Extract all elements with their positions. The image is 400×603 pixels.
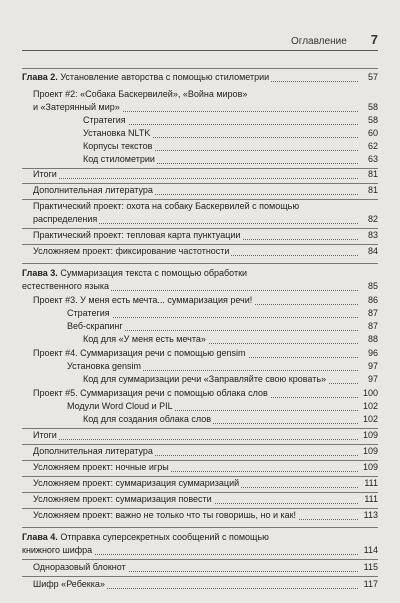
toc-entry-text: Модули Word Cloud и PIL [67, 401, 173, 411]
toc-page: 87 [360, 322, 378, 331]
toc-further-reading-3[interactable] [33, 447, 378, 459]
toc-page: 84 [360, 247, 378, 256]
toc-page: 81 [360, 186, 378, 195]
toc-practice-heatmap[interactable] [33, 231, 378, 243]
toc-project-4[interactable] [33, 349, 378, 361]
section-separator [22, 428, 378, 429]
toc-project-3[interactable] [33, 296, 378, 308]
toc-page: 60 [360, 129, 378, 138]
toc-entry-text: Практический проект: тепловая карта пунктуации [33, 230, 241, 240]
toc-challenge-summaries[interactable] [33, 479, 378, 491]
toc-entry-text: Веб-скрапинг [67, 321, 123, 331]
toc-challenge-frequency[interactable] [33, 247, 378, 259]
toc-rebecca-cipher[interactable] [33, 580, 378, 592]
toc-page: 83 [360, 231, 378, 240]
toc-chapter-2[interactable] [22, 73, 378, 85]
toc-entry-text: Усложняем проект: фиксирование частотности [33, 246, 230, 256]
toc-chapter-4[interactable] [22, 532, 378, 558]
toc-page: 113 [360, 511, 378, 520]
toc-strategy-3[interactable] [67, 309, 378, 321]
toc-page: 81 [360, 170, 378, 179]
toc-page: 85 [360, 282, 378, 291]
toc-entry-line1: Глава 4. Отправка суперсекретных сообщений с помощью [22, 532, 269, 542]
toc-entry-text: Усложняем проект: суммаризация повести [33, 494, 212, 504]
toc-entry-text: Одноразовый блокнот [33, 562, 126, 572]
toc-page: 86 [360, 296, 378, 305]
toc-page: 58 [360, 103, 378, 112]
toc-challenge-how[interactable] [33, 511, 378, 523]
toc-page: 111 [360, 495, 378, 504]
section-separator [22, 476, 378, 477]
toc-page: 57 [360, 73, 378, 82]
chapter-separator [22, 527, 378, 528]
toc-entry-text: Код для суммаризации речи «Заправляйте свою кровать» [83, 374, 327, 384]
toc-entry-text: Стратегия [67, 308, 110, 318]
toc-entry-text: естественного языка [22, 281, 109, 291]
toc-entry-text: Проект #3. У меня есть мечта... суммаризация речи! [33, 295, 253, 305]
toc-page: 102 [360, 415, 378, 424]
toc-entry-text: Корпусы текстов [83, 141, 153, 151]
toc-page: 114 [360, 546, 378, 555]
toc-entry-text: Шифр «Ребекка» [33, 579, 105, 589]
section-separator [22, 228, 378, 229]
toc-entry-text: Проект #5. Суммаризация речи с помощью облака слов [33, 388, 268, 398]
toc-further-reading[interactable] [33, 186, 378, 198]
chapter-separator [22, 263, 378, 264]
section-separator [22, 492, 378, 493]
toc-project-5[interactable] [33, 389, 378, 401]
toc-stylometry-code[interactable] [83, 155, 378, 167]
section-separator [22, 244, 378, 245]
section-separator [22, 460, 378, 461]
header-rule [22, 50, 378, 51]
toc-wordcloud-code[interactable] [83, 415, 378, 427]
toc-page: 109 [360, 431, 378, 440]
toc-entry-text: книжного шифра [22, 545, 93, 555]
section-separator [22, 508, 378, 509]
toc-page: 58 [360, 116, 378, 125]
toc-corpora[interactable] [83, 142, 378, 154]
toc-page: 63 [360, 155, 378, 164]
toc-strategy[interactable] [83, 116, 378, 128]
toc-summary[interactable] [33, 170, 378, 182]
toc-install-nltk[interactable] [83, 129, 378, 141]
toc-page: 96 [360, 349, 378, 358]
toc-page: 102 [360, 402, 378, 411]
toc-entry-text: Код стилометрии [83, 154, 155, 164]
toc-page: 111 [360, 479, 378, 488]
toc-entry-text: Глава 2. Установление авторства с помощью стилометрии [22, 72, 270, 82]
toc-dream-code[interactable] [83, 335, 378, 347]
running-header [22, 32, 378, 47]
toc-entry-text: Дополнительная литература [33, 446, 153, 456]
toc-entry-text: Дополнительная литература [33, 185, 153, 195]
toc-entry-text: Усложняем проект: ночные игры [33, 462, 169, 472]
section-separator [22, 199, 378, 200]
toc-page: 100 [360, 389, 378, 398]
toc-summary-3[interactable] [33, 431, 378, 443]
toc-wordcloud-modules[interactable] [67, 402, 378, 414]
toc-one-time-pad[interactable] [33, 563, 378, 575]
toc-entry-text: Усложняем проект: важно не только что ты говоришь, но и как! [33, 510, 297, 520]
chapter-separator [22, 68, 378, 69]
toc-entry-text: Код для создания облака слов [83, 414, 212, 424]
toc-chapter-3[interactable] [22, 268, 378, 294]
toc-install-gensim[interactable] [67, 362, 378, 374]
toc-entry-text: Итоги [33, 430, 57, 440]
toc-entry-line1: Практический проект: охота на собаку Баскервилей с помощью [33, 201, 300, 211]
toc-web-scraping[interactable] [67, 322, 378, 334]
section-separator [22, 168, 378, 169]
section-separator [22, 183, 378, 184]
toc-challenge-novella[interactable] [33, 495, 378, 507]
toc-entry-line1: Проект #2: «Собака Баскервилей», «Война миров» [33, 89, 248, 99]
section-separator [22, 559, 378, 560]
toc-project-2[interactable] [33, 89, 378, 115]
toc-page: 109 [360, 447, 378, 456]
toc-page: 97 [360, 375, 378, 384]
toc-page: 88 [360, 335, 378, 344]
toc-challenge-night-games[interactable] [33, 463, 378, 475]
toc-page: 87 [360, 309, 378, 318]
toc-entry-line1: Глава 3. Суммаризация текста с помощью обработки [22, 268, 248, 278]
toc-entry-text: Усложняем проект: суммаризация суммаризаций [33, 478, 240, 488]
toc-bed-code[interactable] [83, 375, 378, 387]
toc-entry-text: Стратегия [83, 115, 126, 125]
header-title: Оглавление [291, 36, 347, 47]
toc-entry-text: Установка NLTK [83, 128, 151, 138]
page-number: 7 [370, 32, 378, 47]
toc-entry-text: Установка gensim [67, 361, 142, 371]
section-separator [22, 576, 378, 577]
toc-practice-hound[interactable] [33, 201, 378, 227]
toc-page: 82 [360, 215, 378, 224]
toc-page: 117 [360, 580, 378, 589]
toc-page: 62 [360, 142, 378, 151]
toc-page: 97 [360, 362, 378, 371]
toc-entry-text: и «Затерянный мир» [33, 102, 120, 112]
toc-entry-text: Проект #4. Суммаризация речи с помощью gensim [33, 348, 246, 358]
section-separator [22, 444, 378, 445]
toc-entry-text: распределения [33, 214, 98, 224]
toc-page: 115 [360, 563, 378, 572]
toc-page: 109 [360, 463, 378, 472]
toc-entry-text: Код для «У меня есть мечта» [83, 334, 206, 344]
toc-entry-text: Итоги [33, 169, 57, 179]
